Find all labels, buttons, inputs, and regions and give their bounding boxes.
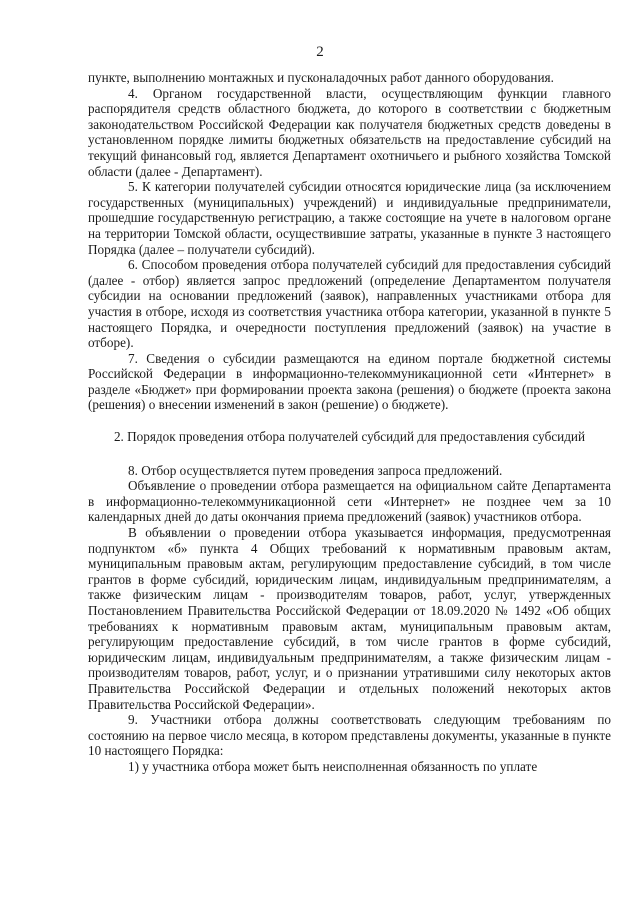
paragraph-subitem-1: 1) у участника отбора может быть неисполненная обязанность по уплате xyxy=(128,758,538,774)
paragraph-item-5: 5. К категории получателей субсидии относятся юридические лица (за исключением государственных (муниципальных) учреждений) и индивидуальные предприниматели, прошедшие государственную регистрацию, а также состоящие на учете в налоговом органе на территории Томской области, осуществившие затраты, указанные в пункте 3 настоящего Порядка (далее – получатели субсидий). xyxy=(88,179,611,257)
paragraph-item-9: 9. Участники отбора должны соответствовать следующим требованиям по состоянию на первое число месяца, в котором представлены документы, указанные в пункте 10 настоящего Порядка: xyxy=(88,712,611,759)
paragraph-continuation: пункте, выполнению монтажных и пусконаладочных работ данного оборудования. xyxy=(88,70,554,85)
paragraph-item-6: 6. Способом проведения отбора получателей субсидий для предоставления субсидий (далее - отбор) является запрос предложений (определение Департаментом получателя субсидии на основании предложений (заявок), направленных участниками отбора для участия в отборе, исходя из соответствия участника отбора категории, указанной в пункте 5 настоящего Порядка, и очередности поступления предложений (заявок) на участие в отборе). xyxy=(88,257,611,351)
paragraph-item-8: 8. Отбор осуществляется путем проведения запроса предложений. xyxy=(128,462,503,478)
paragraph-item-7: 7. Сведения о субсидии размещаются на едином портале бюджетной системы Российской Федерации в информационно-телекоммуникационной сети «Интернет» в разделе «Бюджет» при формировании проекта закона (решения) о бюджете (проекта закона (решения) о внесении изменений в закон (решение) о бюджете). xyxy=(88,350,611,413)
page-number: 2 xyxy=(316,44,324,60)
document-body xyxy=(88,70,611,775)
paragraph-item-4: 4. Органом государственной власти, осуществляющим функции главного распорядителя средств областного бюджета, до которого в соответствии с бюджетным законодательством Российской Федерации как получателя бюджетных средств доведены в установленном порядке лимиты бюджетных обязательств на предоставление субсидий на текущий финансовый год, является Департамент охотничьего и рыбного хозяйства Томской области (далее - Департамент). xyxy=(88,85,611,179)
section-heading: 2. Порядок проведения отбора получателей субсидий для предоставления субсидий xyxy=(113,429,586,445)
paragraph-announcement: Объявление о проведении отбора размещается на официальном сайте Департамента в информационно-телекоммуникационной сети «Интернет» не позднее чем за 10 календарных дней до даты окончания приема предложений (заявок) участников отбора. xyxy=(88,478,611,525)
paragraph-announcement-info: В объявлении о проведении отбора указывается информация, предусмотренная подпунктом «б» пункта 4 Общих требований к нормативным правовым актам, муниципальным правовым актам, регулирующим предоставление субсидий, в том числе грантов в форме субсидий, юридическим лицам, индивидуальным предпринимателям, а также физическим лицам - производителям товаров, работ, услуг, утвержденных Постановлением Правительства Российской Федерации от 18.09.2020 № 1492 «Об общих требованиях к нормативным правовым актам, муниципальным правовым актам, регулирующим предоставление субсидий, в том числе грантов в форме субсидий, юридическим лицам, индивидуальным предпринимателям, а также физическим лицам - производителям товаров, работ, услуг, и о признании утратившими силу некоторых актов Правительства Российской Федерации и отдельных положений некоторых актов Правительства Российской Федерации». xyxy=(88,525,611,712)
